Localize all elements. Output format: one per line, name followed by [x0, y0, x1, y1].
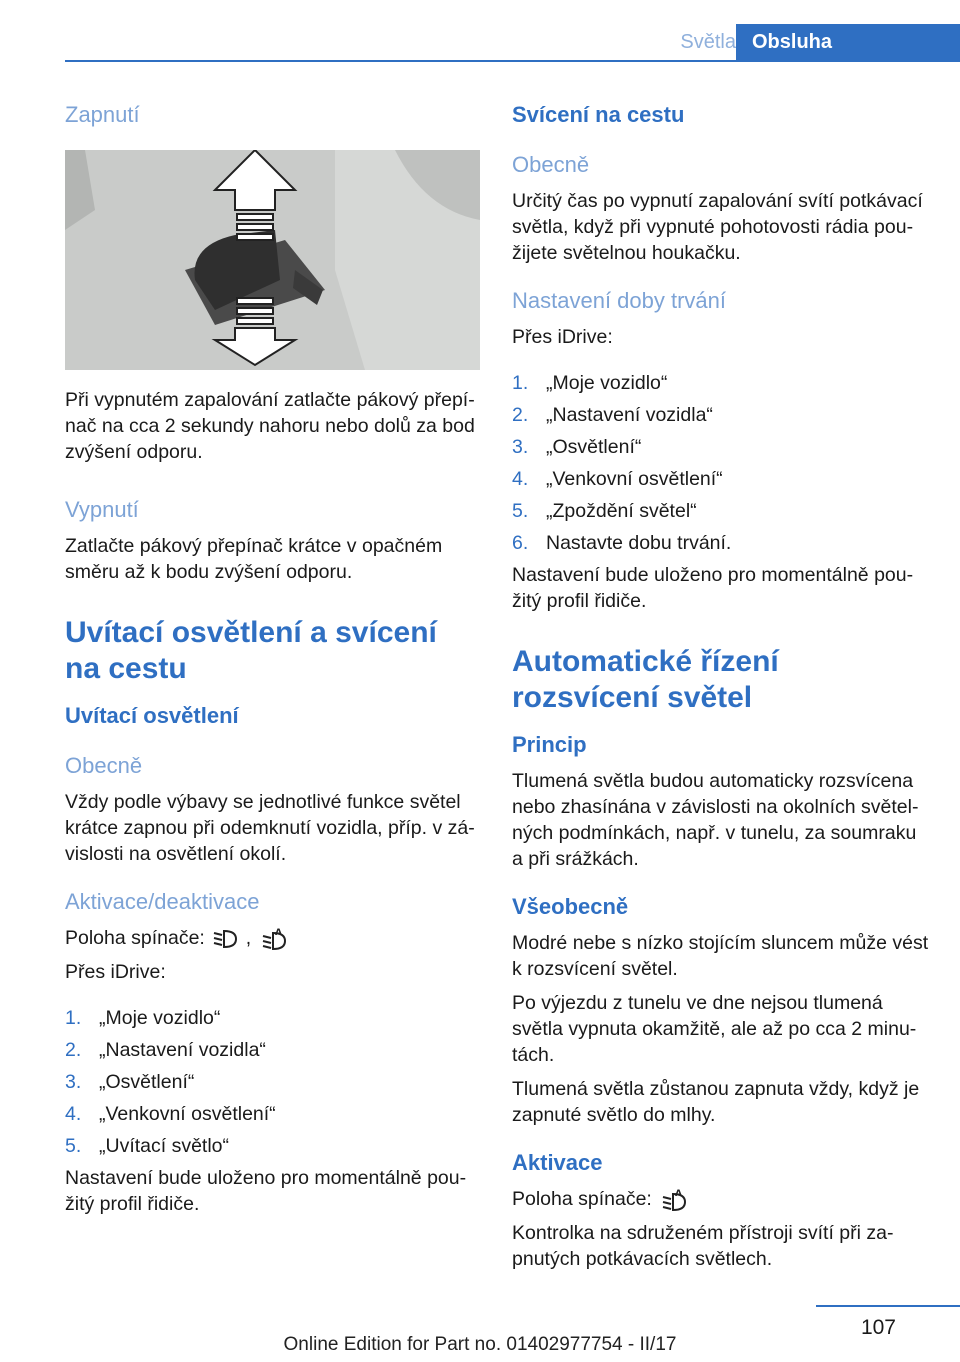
poloha-label-right: Poloha spínače:	[512, 1188, 652, 1210]
vseobecne-text-3: Tlumená světla zůstanou zapnuta vždy, když je zapnuté světlo do mlhy.	[512, 1078, 920, 1126]
vseobecne-text-2: Po výjezdu z tunelu ve dne nejsou tlumená světla vypnuta okamžitě, ale až po cca 2 minutách.	[512, 992, 917, 1066]
vypnuti-text: Zatlačte pákový přepínač krátce v opačném směru až k bodu zvýšení odporu.	[65, 535, 443, 583]
auto-light-icon	[257, 927, 291, 951]
obecne-text-right: Určitý čas po vypnutí zapalování svítí potkávací světla, když při vypnuté pohotovosti rádia použijete světelnou houkačku.	[512, 190, 923, 264]
list-item: 3. „Osvětlení“	[512, 436, 642, 458]
header-section: Světla	[680, 31, 736, 53]
page-number: 107	[860, 1316, 896, 1339]
footer-rule	[816, 1305, 960, 1307]
ulozeno-text: Nastavení bude uloženo pro momentálně použitý profil řidiče.	[65, 1167, 467, 1215]
lever-illustration	[65, 150, 480, 370]
vypnuti-heading: Vypnutí	[65, 497, 139, 522]
header-rule	[65, 60, 960, 62]
list-item: 4. „Venkovní osvětlení“	[65, 1103, 276, 1125]
list-item: 6. Nastavte dobu trvání.	[512, 532, 732, 554]
list-item: 3. „Osvětlení“	[65, 1071, 195, 1093]
obecne-heading: Obecně	[65, 753, 143, 778]
list-item: 2. „Nastavení vozidla“	[512, 404, 713, 426]
uvitaci-subheading: Uvítací osvětlení	[65, 703, 239, 728]
vseobecne-text-1: Modré nebe s nízko stojícím sluncem může vést k rozsvícení světel.	[512, 932, 929, 980]
zapnuti-heading: Zapnutí	[65, 102, 140, 127]
list-item: 5. „Zpoždění světel“	[512, 500, 697, 522]
header-chapter: Obsluha	[736, 24, 960, 61]
poloha-label: Poloha spínače:	[65, 927, 205, 949]
left-column	[65, 100, 480, 1225]
zapnuti-text: Při vypnutém zapalování zatlačte pákový přepínač na cca 2 sekundy nahoru nebo dolů za bod zvýšení odporu.	[65, 389, 475, 463]
sviceni-heading: Svícení na cestu	[512, 102, 685, 127]
obecne-text: Vždy podle výbavy se jednotlivé funkce světel krátce zapnou při odemknutí vozidla, příp. v závislosti na osvětlení okolí.	[65, 791, 475, 865]
edition-footer: Online Edition for Part no. 01402977754 - II/17	[283, 1334, 677, 1355]
list-item: 1. „Moje vozidlo“	[65, 1007, 221, 1029]
poloha-separator: ,	[245, 927, 252, 949]
uvitaci-heading: Uvítací osvětlení a svícení na cestu	[65, 616, 437, 685]
poloha-line	[65, 925, 480, 951]
list-item: 1. „Moje vozidlo“	[512, 372, 668, 394]
ulozeno-text-right: Nastavení bude uloženo pro momentálně použitý profil řidiče.	[512, 564, 914, 612]
list-item: 4. „Venkovní osvětlení“	[512, 468, 723, 490]
sviceni-steps-list	[512, 370, 932, 556]
right-column	[512, 100, 932, 1280]
uvitaci-steps-list	[65, 1005, 480, 1159]
poloha-line-right	[512, 1186, 932, 1212]
princip-heading: Princip	[512, 732, 587, 757]
pres-idrive-right: Přes iDrive:	[512, 326, 613, 348]
kontrolka-text: Kontrolka na sdruženém přístroji svítí při zapnutých potkávacích světlech.	[512, 1222, 894, 1270]
svg-text:A: A	[274, 927, 282, 938]
aktivace-deaktivace-heading: Aktivace/deaktivace	[65, 889, 260, 914]
vseobecne-heading: Všeobecně	[512, 894, 629, 919]
svg-text:A: A	[675, 1188, 683, 1199]
princip-text: Tlumená světla budou automaticky rozsvícena nebo zhasínána v závislosti na okolních světelných podmínkách, např. v tunelu, za soumraku a při srážkách.	[512, 770, 919, 870]
obecne-heading-right: Obecně	[512, 152, 590, 177]
aktivace-heading: Aktivace	[512, 1150, 603, 1175]
doba-heading: Nastavení doby trvání	[512, 288, 727, 313]
auto-light-icon	[657, 1188, 691, 1212]
list-item: 5. „Uvítací světlo“	[65, 1135, 230, 1157]
list-item: 2. „Nastavení vozidla“	[65, 1039, 266, 1061]
auto-heading: Automatické řízení rozsvícení světel	[512, 645, 779, 714]
low-beam-icon	[210, 928, 240, 950]
pres-idrive: Přes iDrive:	[65, 961, 166, 983]
